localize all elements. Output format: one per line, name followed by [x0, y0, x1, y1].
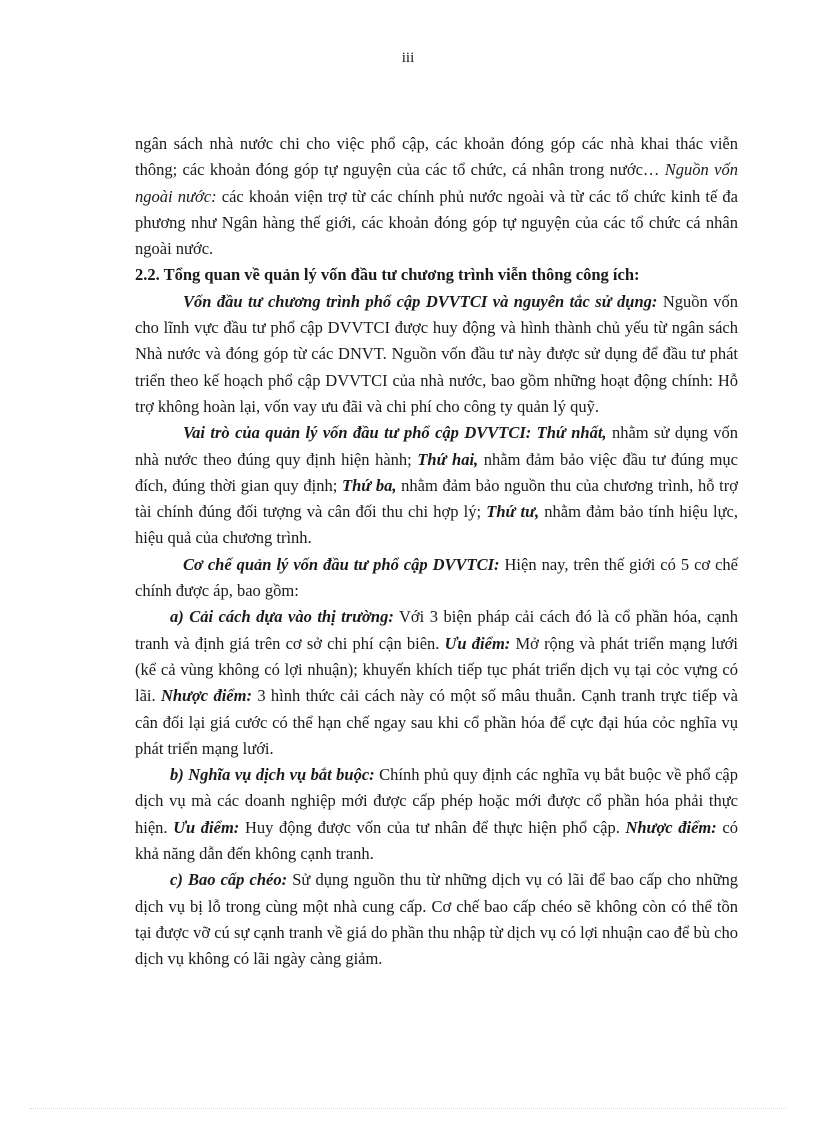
page-content [135, 131, 738, 973]
paragraph-text: Chính phủ quy định các nghĩa vụ bắt buộc về phổ cập dịch vụ mà các doanh nghiệp mới được cấp phép hoặc mới được cổ phần hóa phải thực hiện. [135, 765, 738, 837]
paragraph-text: Với 3 biện pháp cải cách đó là cổ phần hóa, cạnh tranh và định giá trên cơ sở chi phí cận biên. [135, 607, 738, 653]
paragraph-management-mechanism [135, 552, 738, 605]
foreign-funding-term: Nguồn vốn ngoài nước: [135, 160, 738, 206]
paragraph-text: Huy động được vốn của tư nhân để thực hiện phổ cập. [239, 817, 626, 837]
paragraph-text: Mở rộng và phát triển mạng lưới (kể cả vùng không có lợi nhuận); khuyến khích tiếp tục phát triển dịch vụ tại cỏc vựng có lãi. [135, 633, 738, 706]
paragraph-text: nhằm đảm bảo nguồn thu của chương trình, hỗ trợ tài chính đúng đối tượng và cân đối thu chi hợp lý; [135, 475, 738, 522]
section-heading: 2.2. Tổng quan về quản lý vốn đầu tư chương trình viễn thông công ích: [135, 265, 640, 285]
disadvantage-label: Nhược điểm: [625, 817, 717, 837]
paragraph-text: Sử dụng nguồn thu từ những dịch vụ có lãi để bao cấp cho những dịch vụ bị lỗ trong cùng một nhà cung cấp. Cơ chế bao cấp chéo sẽ không còn có thể tồn tại được vỡ cú sự cạnh tranh về giá do phần thu nhập từ dịch vụ có lợi nhuận cao để bù cho dịch vụ không có lãi ngày càng giảm. [135, 870, 738, 969]
paragraph-text: Nguồn vốn cho lĩnh vực đầu tư phổ cập DVVTCI được huy động và hình thành chủ yếu từ ngân sách Nhà nước và đóng góp từ các DNVT. Nguồn vốn đầu tư này được sử dụng để đầu tư phát triển theo kế hoạch phổ cập DVVTCI của nhà nước, bao gồm những hoạt động chính: Hỗ trợ không hoàn lại, vốn vay ưu đãi và chi phí cho công ty quản lý quỹ. [135, 291, 739, 416]
paragraph-text: nhằm đảm bảo việc đầu tư đúng mục đích, đúng thời gian quy định; [135, 449, 738, 495]
third-label: Thứ ba, [341, 475, 397, 495]
role-term: Vai trò của quản lý vốn đầu tư phổ cập DVVTCI: [183, 423, 532, 443]
investment-capital-term: Vốn đầu tư chương trình phổ cập DVVTCI và nguyên tắc sử dụng: [183, 291, 658, 311]
paragraph-text: nhằm sử dụng vốn nhà nước theo đúng quy định hiện hành; [135, 423, 738, 469]
item-market-reform [135, 604, 738, 762]
advantage-label: Ưu điểm: [173, 817, 240, 837]
item-cross-subsidy [135, 867, 738, 972]
cross-subsidy-term: c) Bao cấp chéo: [170, 870, 288, 890]
paragraph-text: Hiện nay, trên thế giới có 5 cơ chế chính được áp, bao gồm: [135, 554, 738, 601]
paragraph-text: các khoản viện trợ từ các chính phủ nước ngoài và từ các tổ chức kinh tế đa phương như Ngân hàng thế giới, các khoản đóng góp tự nguyện của các tổ chức cá nhân ngoài nước. [135, 186, 738, 259]
mandatory-obligation-term: b) Nghĩa vụ dịch vụ bắt buộc: [170, 765, 375, 785]
paragraph-role-of-management [135, 420, 738, 551]
paragraph-text: có khả năng dẫn đến không cạnh tranh. [135, 817, 738, 864]
paragraph-text: nhằm đảm bảo tính hiệu lực, hiệu quả của chương trình. [135, 502, 738, 548]
page-bottom-divider [30, 1108, 786, 1109]
paragraph-text: ngân sách nhà nước chi cho việc phổ cập, các khoản đóng góp các nhà khai thác viễn thông; các khoản đóng góp tự nguyện của các tổ chức, cá nhân trong nước… [135, 134, 738, 180]
mechanism-term: Cơ chế quản lý vốn đầu tư phổ cập DVVTCI: [183, 554, 500, 574]
paragraph-funding-sources [135, 131, 738, 262]
item-mandatory-obligation [135, 762, 738, 867]
paragraph-text: 3 hình thức cải cách này có một số mâu thuẫn. Cạnh tranh trực tiếp và cân đối lại giá cước có thể hạn chế ngay sau khi cổ phần hóa để cực đại húa cỏc nghĩa vụ phát triển mạng lưới. [135, 686, 738, 758]
disadvantage-label: Nhược điểm: [160, 686, 252, 706]
second-label: Thứ hai, [417, 449, 479, 469]
fourth-label: Thứ tư, [486, 502, 540, 522]
advantage-label: Ưu điểm: [444, 633, 511, 653]
market-reform-term: a) Cải cách dựa vào thị trường: [170, 607, 394, 627]
paragraph-investment-capital [135, 289, 738, 420]
page-number: iii [401, 50, 415, 66]
first-label: Thứ nhất, [531, 423, 607, 443]
